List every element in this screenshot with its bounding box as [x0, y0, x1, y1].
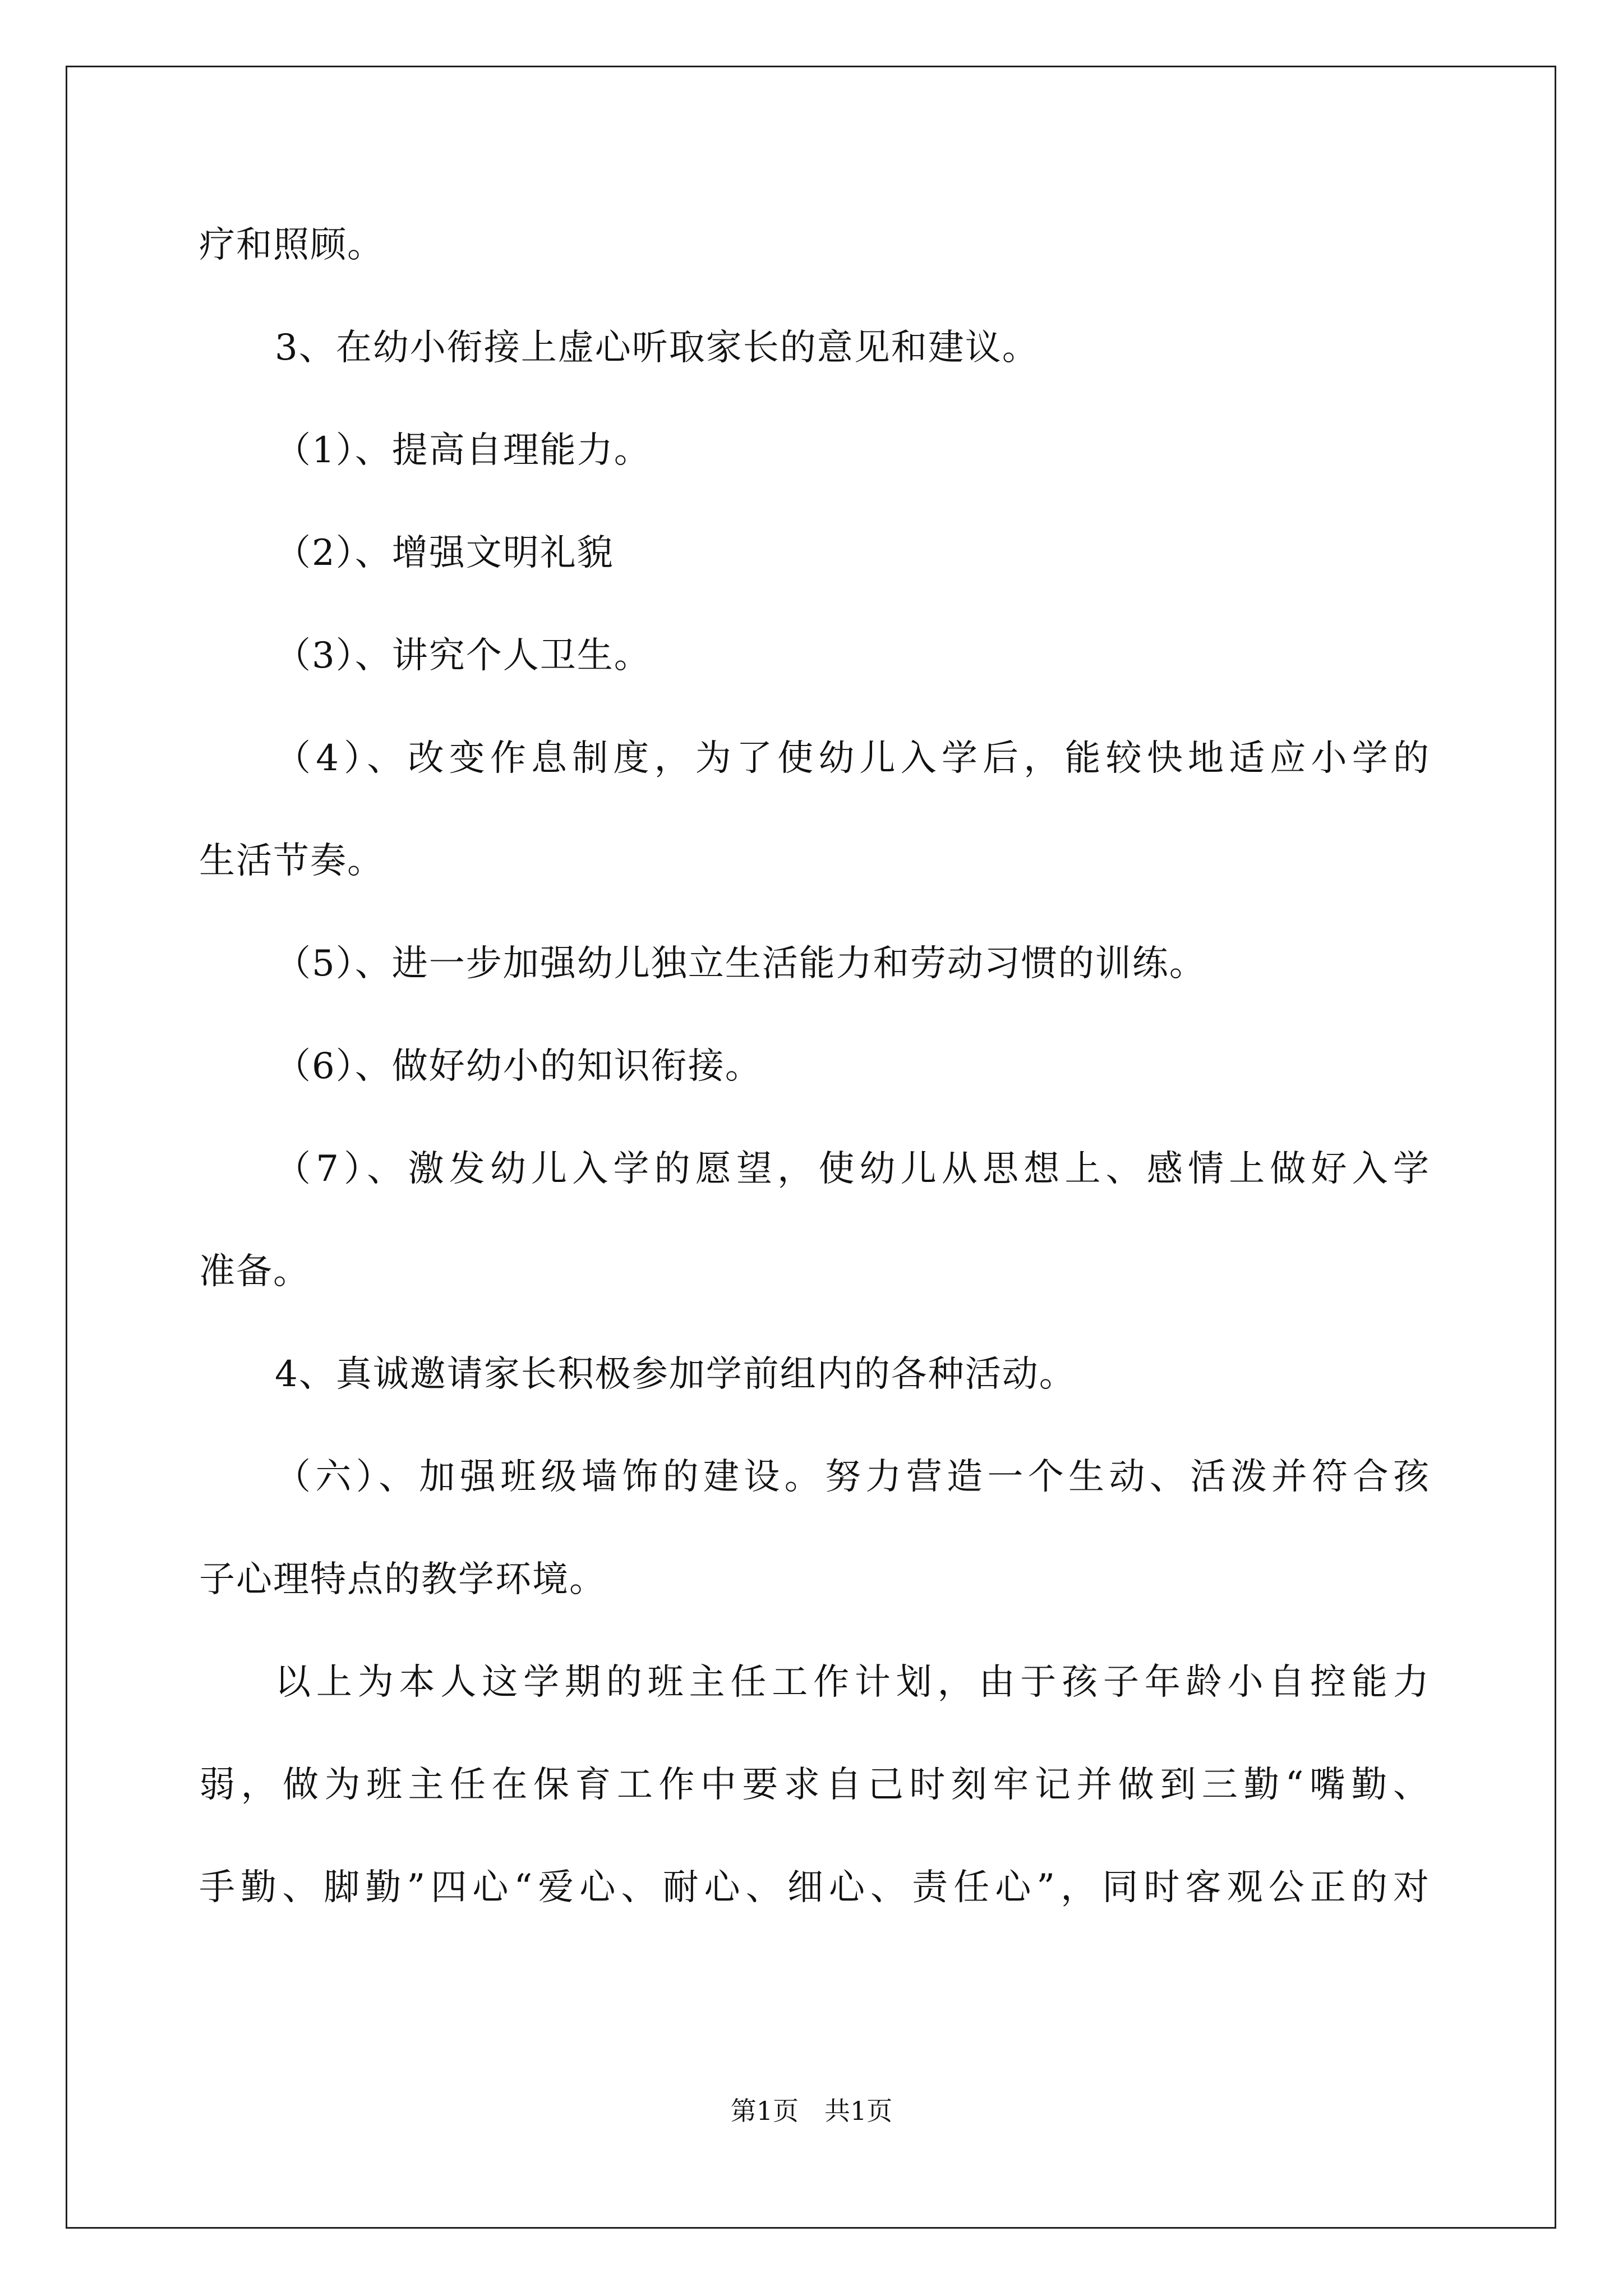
text-line-5: （3）、讲究个人卫生。: [275, 635, 651, 677]
text-line-4: （2）、增强文明礼貌: [275, 532, 614, 574]
text-line-10: （7）、激发幼儿入学的愿望，使幼儿从思想上、感情上做好入学: [275, 1148, 1430, 1190]
text-line-17: 手勤、脚勤”四心“爱心、耐心、细心、责任心”，同时客观公正的对: [199, 1867, 1430, 1908]
text-line-2: 3、在幼小衔接上虚心听取家长的意见和建议。: [275, 327, 1039, 369]
page-footer: 第1页 共1页: [730, 2096, 893, 2126]
text-line-8: （5）、进一步加强幼儿独立生活能力和劳动习惯的训练。: [275, 943, 1206, 984]
text-line-12: 4、真诚邀请家长积极参加学前组内的各种活动。: [275, 1354, 1076, 1395]
text-line-11: 准备。: [199, 1251, 310, 1292]
text-line-3: （1）、提高自理能力。: [275, 430, 651, 471]
text-line-1: 疗和照顾。: [199, 224, 384, 266]
text-line-7: 生活节奏。: [199, 840, 384, 882]
text-line-16: 弱，做为班主任在保育工作中要求自己时刻牢记并做到三勤“嘴勤、: [199, 1764, 1430, 1806]
text-line-9: （6）、做好幼小的知识衔接。: [275, 1046, 762, 1087]
text-line-6: （4）、改变作息制度，为了使幼儿入学后，能较快地适应小学的: [275, 738, 1430, 779]
text-line-14: 子心理特点的教学环境。: [199, 1559, 606, 1600]
text-line-15: 以上为本人这学期的班主任工作计划，由于孩子年龄小自控能力: [275, 1662, 1430, 1703]
text-line-13: （六）、加强班级墙饰的建设。努力营造一个生动、活泼并符合孩: [275, 1456, 1430, 1498]
